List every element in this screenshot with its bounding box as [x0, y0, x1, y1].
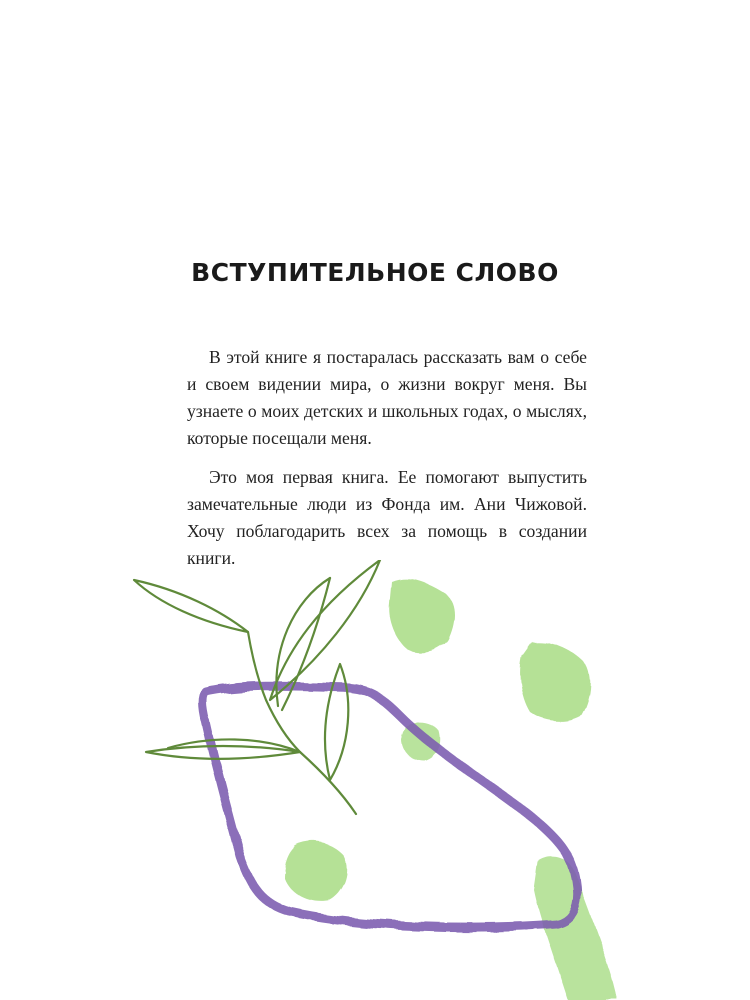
intro-text — [187, 344, 587, 584]
paragraph-1: В этой книге я постаралась рассказать вам о себе и своем видении мира, о жизни вокруг меня. Вы узнаете о моих детских и школьных годах, о мыслях, которые посещали меня. — [187, 347, 587, 448]
purple-shape — [203, 686, 577, 927]
green-blob-lower — [284, 842, 347, 901]
green-blob-top — [390, 579, 455, 653]
paragraph-2: Это моя первая книга. Ее помогают выпустить замечательные люди из Фонда им. Ани Чижовой. Хочу поблагодарить всех за помощь в создании книги. — [187, 467, 587, 568]
green-blobs — [284, 579, 618, 1000]
page-title: ВСТУПИТЕЛЬНОЕ СЛОВО — [191, 258, 559, 287]
green-blob-right — [520, 642, 590, 721]
watercolor-illustration — [0, 560, 750, 1000]
